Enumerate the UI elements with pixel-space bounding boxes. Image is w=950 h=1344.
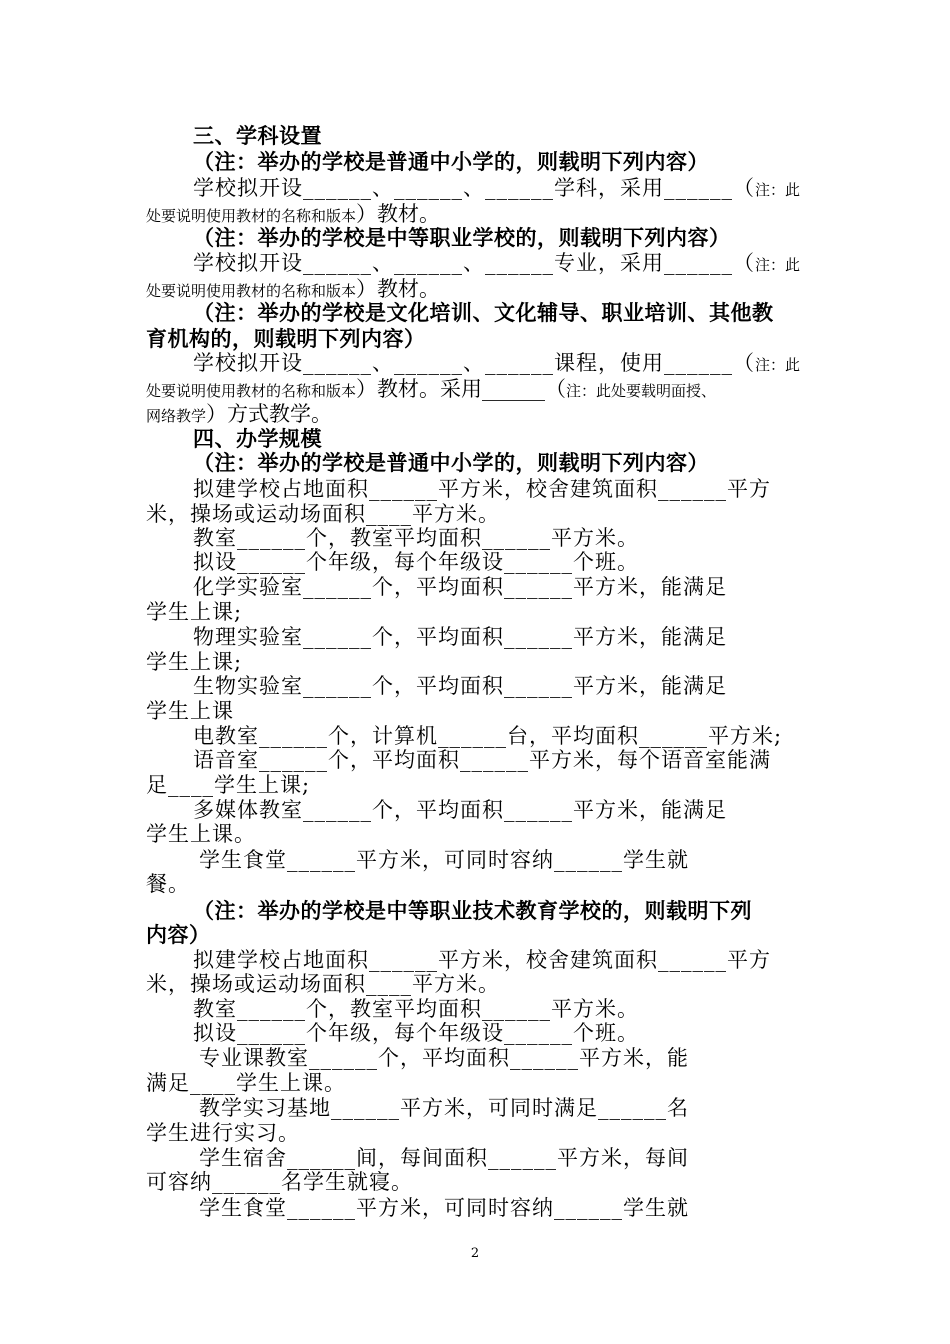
text-line: 教室______个，教室平均面积______平方米。 (193, 526, 639, 550)
text-line: 米，操场或运动场面积____平方米。 (146, 502, 500, 526)
text-line: 物理实验室______个，平均面积______平方米，能满足 (193, 625, 727, 649)
text-line: 学校拟开设______、______、______课程，使用______（注：此 (193, 351, 801, 375)
text-line: 处要说明使用教材的名称和版本）教材。 (146, 202, 441, 226)
text-line: 学生上课 (146, 699, 234, 723)
text-line: 米，操场或运动场面积____平方米。 (146, 972, 500, 996)
text-line: 电教室______个，计算机______台，平均面积______平方米; (193, 724, 783, 748)
section-heading-scale: 四、办学规模 (193, 427, 322, 451)
text-line: 拟设______个年级，每个年级设______个班。 (193, 1021, 639, 1045)
note-line: （注：举办的学校是普通中小学的，则载明下列内容） (193, 451, 709, 475)
text-line: 学生上课。 (146, 822, 256, 846)
text-line: 处要说明使用教材的名称和版本）教材。采用______（注：此处要载明面授、 (146, 377, 717, 401)
text-line: 学校拟开设______、______、______学科，采用______（注：此 (193, 176, 801, 200)
note-line: （注：举办的学校是文化培训、文化辅导、职业培训、其他教 (193, 301, 774, 325)
text-line: 教学实习基地______平方米，可同时满足______名 (199, 1096, 689, 1120)
text-line: 教室______个，教室平均面积______平方米。 (193, 997, 639, 1021)
text-line: 多媒体教室______个，平均面积______平方米，能满足 (193, 798, 727, 822)
text-line: 网络教学）方式教学。 (146, 402, 333, 426)
text-line: 学生食堂______平方米，可同时容纳______学生就 (199, 1196, 689, 1220)
note-line: （注：举办的学校是中等职业技术教育学校的，则载明下列 (193, 899, 752, 923)
text-line: 处要说明使用教材的名称和版本）教材。 (146, 277, 441, 301)
note-line: （注：举办的学校是中等职业学校的，则载明下列内容） (193, 226, 731, 250)
note-line: 育机构的，则载明下列内容） (146, 327, 426, 351)
text-line: 语音室______个，平均面积______平方米，每个语音室能满 (193, 748, 771, 772)
text-line: 学校拟开设______、______、______专业，采用______（注：此 (193, 251, 801, 275)
note-line: 内容） (146, 923, 211, 947)
text-line: 学生上课; (146, 650, 243, 674)
text-line: 专业课教室______个，平均面积______平方米，能 (199, 1046, 689, 1070)
text-line: 学生进行实习。 (146, 1121, 300, 1145)
text-line: 可容纳______名学生就寝。 (146, 1170, 413, 1194)
text-line: 满足____学生上课。 (146, 1071, 346, 1095)
section-heading-subjects: 三、学科设置 (193, 124, 322, 148)
note-line: （注：举办的学校是普通中小学的，则载明下列内容） (193, 150, 709, 174)
page-number: 2 (470, 1246, 480, 1261)
text-line: 足____学生上课; (146, 773, 311, 797)
text-line: 拟设______个年级，每个年级设______个班。 (193, 550, 639, 574)
text-line: 学生上课; (146, 600, 243, 624)
text-line: 学生食堂______平方米，可同时容纳______学生就 (199, 848, 689, 872)
text-line: 拟建学校占地面积______平方米，校舍建筑面积______平方 (193, 477, 771, 501)
text-line: 餐。 (146, 872, 190, 896)
text-line: 化学实验室______个，平均面积______平方米，能满足 (193, 575, 727, 599)
text-line: 学生宿舍______间，每间面积______平方米，每间 (199, 1146, 689, 1170)
text-line: 生物实验室______个，平均面积______平方米，能满足 (193, 674, 727, 698)
text-line: 拟建学校占地面积______平方米，校舍建筑面积______平方 (193, 948, 771, 972)
